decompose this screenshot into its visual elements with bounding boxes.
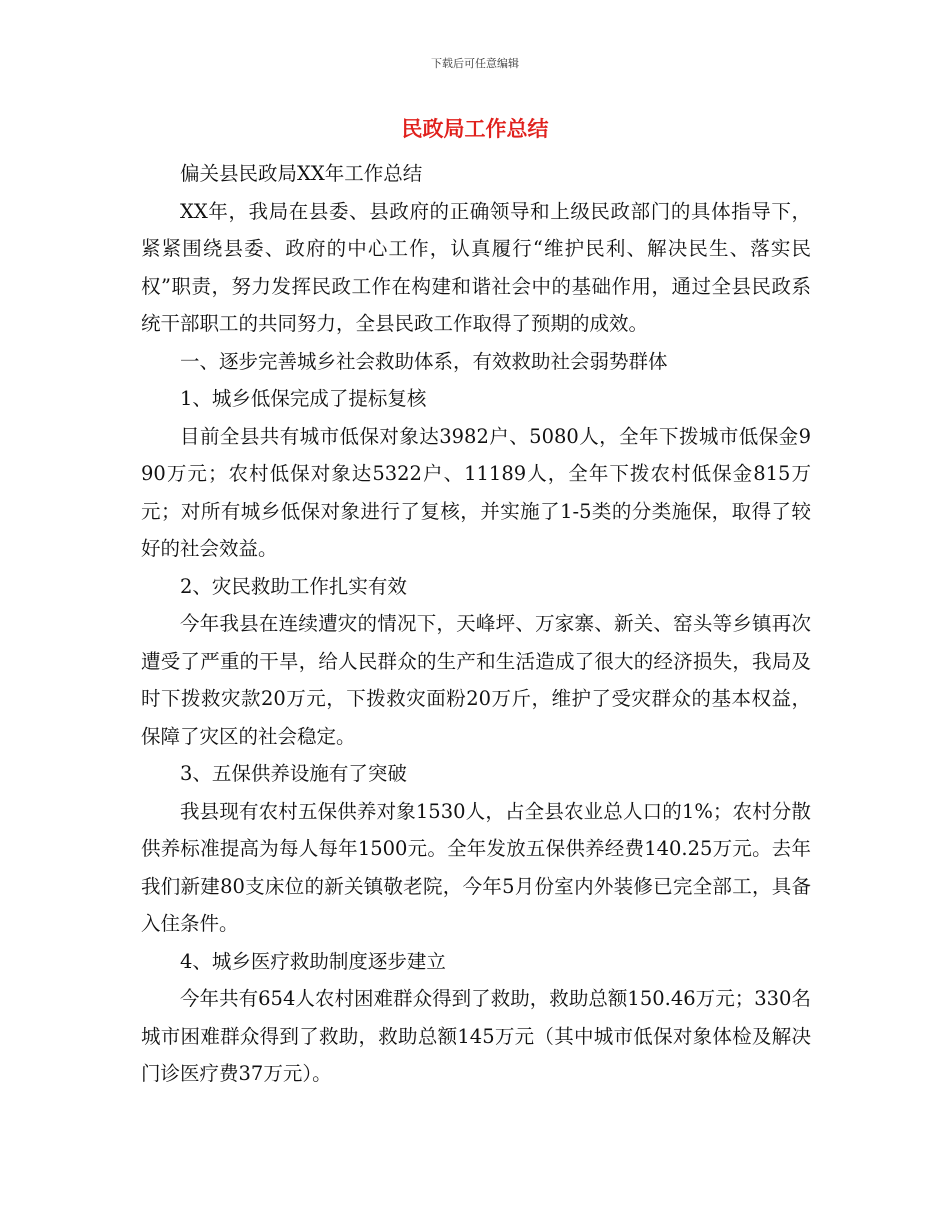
document-title: 民政局工作总结	[401, 117, 549, 141]
subsection-heading: 4、城乡医疗救助制度逐步建立	[180, 949, 446, 973]
subtitle-paragraph: 偏关县民政局XX年工作总结	[180, 162, 423, 185]
subsection-heading: 3、五保供养设施有了突破	[180, 762, 407, 785]
body-paragraph: 今年共有654人农村困难群众得到了救助，救助总额150.46万元；330名城市困难群众得到了救助，救助总额145万元（其中城市低保对象体检及解决门诊医疗费37万元）。	[141, 987, 811, 1085]
header-note: 下载后可任意编辑	[431, 57, 519, 70]
body-paragraph: 目前全县共有城市低保对象达3982户、5080人，全年下拨城市低保金990万元；农村低保对象达5322户、11189人，全年下拨农村低保金815万元；对所有城乡低保对象进行了复核，并实施了1-5类的分类施保，取得了较好的社会效益。	[141, 424, 811, 560]
intro-paragraph: XX年，我局在县委、县政府的正确领导和上级民政部门的具体指导下，紧紧围绕县委、政府的中心工作，认真履行“维护民利、解决民生、落实民权”职责，努力发挥民政工作在构建和谐社会中的基础作用，通过全县民政系统干部职工的共同努力，全县民政工作取得了预期的成效。	[141, 199, 811, 335]
subsection-heading: 1、城乡低保完成了提标复核	[180, 387, 427, 410]
section-heading: 一、逐步完善城乡社会救助体系，有效救助社会弱势群体	[180, 349, 668, 373]
subsection-heading: 2、灾民救助工作扎实有效	[180, 574, 407, 598]
body-paragraph: 我县现有农村五保供养对象1530人，占全县农业总人口的1%；农村分散供养标准提高为每人每年1500元。全年发放五保供养经费140.25万元。去年我们新建80支床位的新关镇敬老院，今年5月份室内外装修已完全部工，具备入住条件。	[141, 799, 811, 935]
body-paragraph: 今年我县在连续遭灾的情况下，天峰坪、万家寨、新关、窑头等乡镇再次遭受了严重的干旱，给人民群众的生产和生活造成了很大的经济损失，我局及时下拨救灾款20万元，下拨救灾面粉20万斤，维护了受灾群众的基本权益，保障了灾区的社会稳定。	[141, 612, 811, 748]
document-body	[141, 155, 811, 1093]
